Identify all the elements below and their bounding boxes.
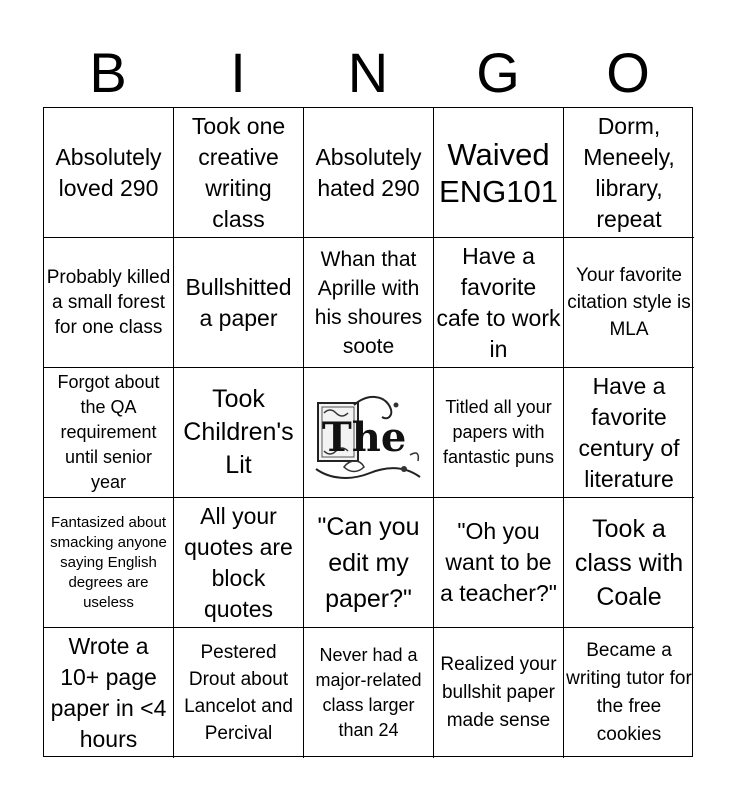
bingo-cell-r5c2[interactable] — [174, 628, 304, 758]
bingo-cell-r1c4[interactable] — [434, 108, 564, 238]
cell-text: Your favorite citation style is MLA — [567, 265, 691, 340]
header-letter-o: O — [606, 41, 650, 104]
cell-text: Whan that Aprille with his shoures soote — [314, 247, 423, 358]
cell-text: Dorm, Meneely, library, repeat — [583, 112, 675, 232]
header-letter-i: I — [230, 41, 246, 104]
cell-text: "Can you edit my paper?" — [317, 512, 420, 613]
cell-text: Took Children's Lit — [183, 385, 294, 479]
cell-text: Absolutely loved 290 — [55, 143, 162, 201]
bingo-cell-r4c2[interactable] — [174, 498, 304, 628]
bingo-cell-r3c4[interactable] — [434, 368, 564, 498]
bingo-cell-r5c5[interactable] — [564, 628, 694, 758]
cell-text: Took a class with Coale — [574, 514, 684, 611]
bingo-card — [43, 107, 693, 757]
bingo-cell-r4c1[interactable] — [44, 498, 174, 628]
cell-text: Never had a major-related class larger than 24 — [315, 645, 422, 740]
bingo-cell-r3c2[interactable] — [174, 368, 304, 498]
bingo-cell-r2c3[interactable] — [304, 238, 434, 368]
cell-text: Absolutely hated 290 — [315, 143, 422, 201]
bingo-cell-r1c5[interactable] — [564, 108, 694, 238]
cell-text: Forgot about the QA requirement until senior year — [57, 372, 160, 492]
bingo-cell-r3c5[interactable] — [564, 368, 694, 498]
header-letter-b: B — [89, 41, 127, 104]
cell-text: Wrote a 10+ page paper in <4 hours — [50, 633, 167, 752]
header-letter-g: G — [476, 41, 520, 104]
cell-text: Took one creative writing class — [191, 112, 286, 232]
bingo-cell-r4c4[interactable] — [434, 498, 564, 628]
free-space-label: The — [321, 413, 406, 461]
cell-text: Pestered Drout about Lancelot and Percival — [184, 642, 293, 744]
cell-text: Realized your bullshit paper made sense — [440, 654, 557, 731]
bingo-cell-r2c4[interactable] — [434, 238, 564, 368]
bingo-cell-r2c5[interactable] — [564, 238, 694, 368]
bingo-cell-free[interactable] — [304, 368, 434, 498]
cell-text: Became a writing tutor for the free cookies — [566, 640, 692, 745]
bingo-cell-r5c4[interactable] — [434, 628, 564, 758]
bingo-cell-r3c1[interactable] — [44, 368, 174, 498]
bingo-cell-r1c2[interactable] — [174, 108, 304, 238]
bingo-cell-r5c3[interactable] — [304, 628, 434, 758]
bingo-header — [43, 40, 693, 106]
bingo-cell-r4c3[interactable] — [304, 498, 434, 628]
cell-text: Have a favorite century of literature — [578, 372, 680, 492]
cell-text: "Oh you want to be a teacher?" — [440, 518, 557, 606]
bingo-cell-r5c1[interactable] — [44, 628, 174, 758]
header-letter-n: N — [347, 41, 389, 104]
cell-text: Titled all your papers with fantastic puns — [442, 397, 555, 467]
bingo-cell-r2c2[interactable] — [174, 238, 304, 368]
ornamental-the-logo-icon — [310, 385, 428, 481]
bingo-cell-r1c1[interactable] — [44, 108, 174, 238]
cell-text: Waived ENG101 — [439, 136, 558, 209]
bingo-cell-r4c5[interactable] — [564, 498, 694, 628]
cell-text: Have a favorite cafe to work in — [436, 242, 561, 362]
cell-text: Bullshitted a paper — [185, 273, 292, 331]
cell-text: Probably killed a small forest for one class — [46, 267, 171, 338]
bingo-cell-r2c1[interactable] — [44, 238, 174, 368]
cell-text: All your quotes are block quotes — [184, 502, 293, 622]
cell-text: Fantasized about smacking anyone saying English degrees are useless — [50, 513, 167, 611]
bingo-cell-r1c3[interactable] — [304, 108, 434, 238]
